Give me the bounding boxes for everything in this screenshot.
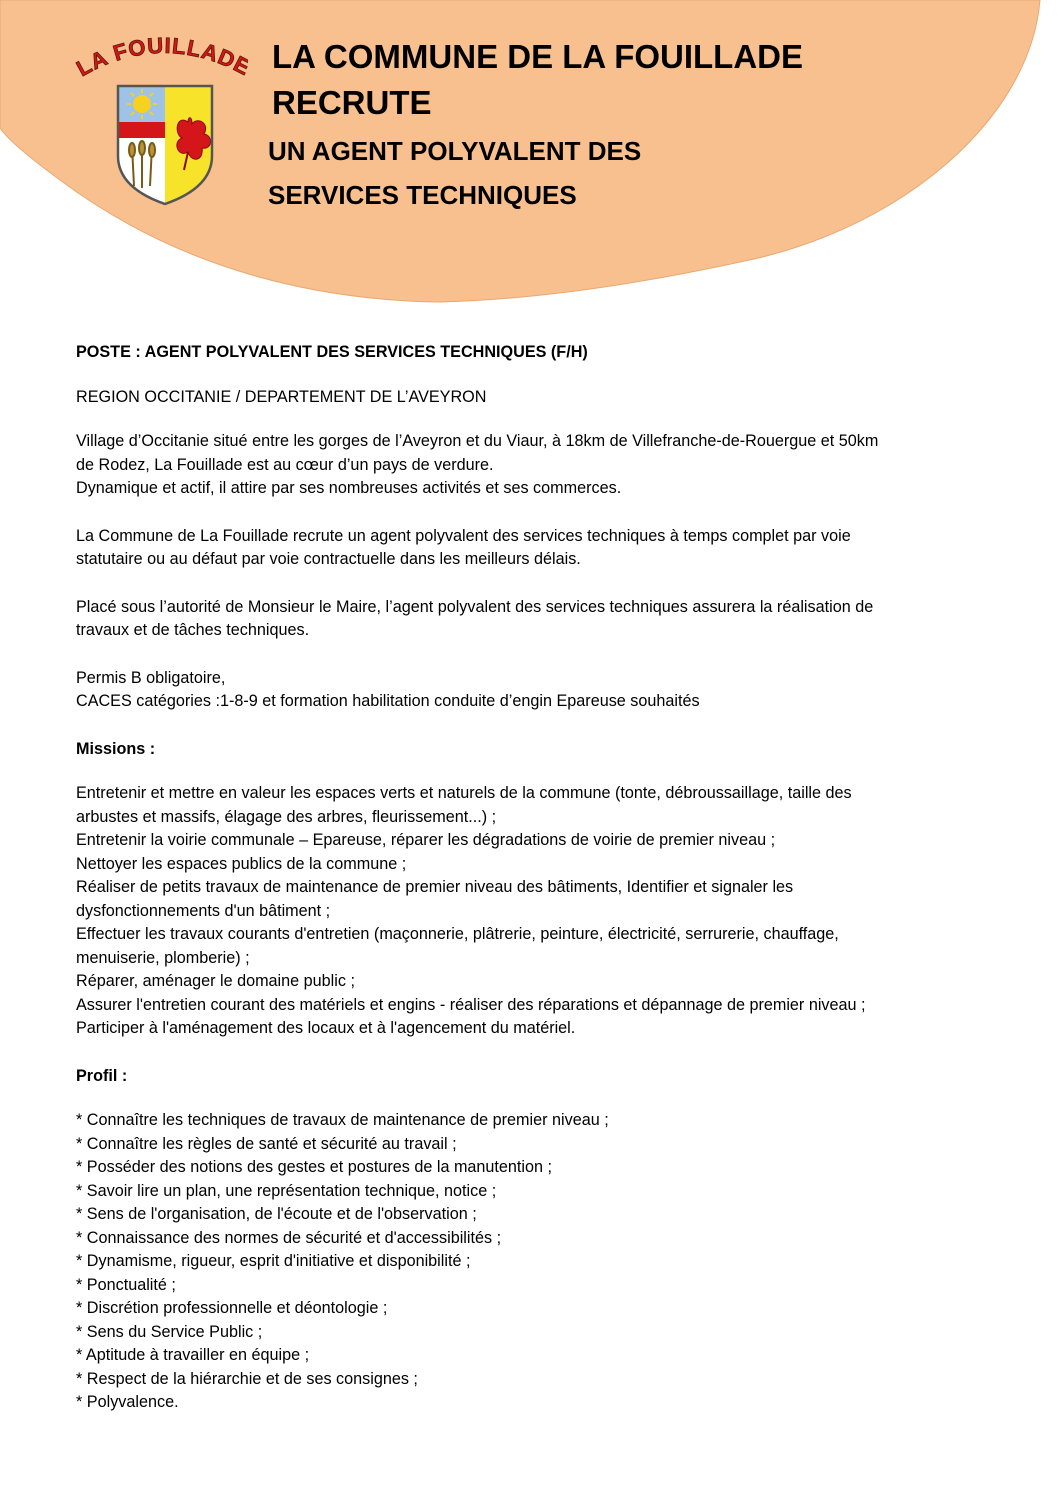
header-title-line-1: LA COMMUNE DE LA FOUILLADE [272,38,804,75]
header-subtitle-line-1: UN AGENT POLYVALENT DES [268,136,642,166]
poste-heading: POSTE : AGENT POLYVALENT DES SERVICES TECHNIQUES (F/H) [76,343,588,361]
paragraph-line: travaux et de tâches techniques. [76,621,310,639]
list-item: * Dynamisme, rigueur, esprit d'initiative et disponibilité ; [76,1252,471,1270]
list-item: * Sens du Service Public ; [76,1322,263,1341]
list-item: * Connaissance des normes de sécurité et d'accessibilités ; [76,1228,502,1247]
region-line: REGION OCCITANIE / DEPARTEMENT DE L’AVEYRON [76,387,487,406]
list-item: Effectuer les travaux courants d'entretien (maçonnerie, plâtrerie, peinture, électricité, serrurerie, chauffage, [76,925,839,943]
list-item: Nettoyer les espaces publics de la commune ; [76,854,407,873]
paragraph-line: Permis B obligatoire, [76,668,226,687]
paragraph-line: Placé sous l’autorité de Monsieur le Maire, l’agent polyvalent des services techniques assurera la réalisation de [76,597,874,616]
profil-heading: Profil : [76,1066,128,1085]
small-accent-mark [726,258,731,264]
list-item: Assurer l'entretien courant des matériels et engins - réaliser des réparations et dépannage de premier niveau ; [76,995,866,1014]
license-paragraph [76,667,976,714]
list-item: * Posséder des notions des gestes et postures de la manutention ; [76,1158,553,1176]
list-item: * Connaître les techniques de travaux de maintenance de premier niveau ; [76,1111,609,1129]
missions-heading: Missions : [76,739,156,758]
job-offer-body [76,341,976,1415]
coat-of-arms-icon [118,86,212,204]
list-item: Participer à l'aménagement des locaux et à l'agencement du matériel. [76,1019,576,1037]
list-item: * Savoir lire un plan, une représentation technique, notice ; [76,1181,497,1200]
list-item: Réparer, aménager le domaine public ; [76,972,355,990]
list-item: * Aptitude à travailler en équipe ; [76,1346,310,1364]
intro-paragraph [76,430,976,501]
paragraph-line: Dynamique et actif, il attire par ses nombreuses activités et ses commerces. [76,479,622,497]
paragraph-line: La Commune de La Fouillade recrute un agent polyvalent des services techniques à temps complet par voie [76,526,851,545]
commune-logo [72,36,248,206]
paragraph-line: CACES catégories :1-8-9 et formation habilitation conduite d’engin Epareuse souhaités [76,692,700,710]
list-item: * Connaître les règles de santé et sécurité au travail ; [76,1134,457,1153]
list-item: Entretenir et mettre en valeur les espaces verts et naturels de la commune (tonte, débroussaillage, taille des [76,784,852,802]
list-item: dysfonctionnements d'un bâtiment ; [76,901,331,920]
list-item: Réaliser de petits travaux de maintenance de premier niveau des bâtiments, Identifier et signaler les [76,878,794,896]
header-subtitle-line-2: SERVICES TECHNIQUES [268,180,577,210]
list-item: arbustes et massifs, élagage des arbres, fleurissement...) ; [76,807,497,826]
logo-text: LA FOUILLAD [72,36,240,82]
paragraph-line: Village d’Occitanie situé entre les gorges de l’Aveyron et du Viaur, à 18km de Villefranche-de-Rouergue et 50km [76,432,879,450]
header-title-line-2: RECRUTE [272,84,432,121]
list-item: Entretenir la voirie communale – Epareuse, réparer les dégradations de voirie de premier niveau ; [76,831,776,849]
list-item: * Ponctualité ; [76,1275,176,1294]
paragraph-line: statutaire ou au défaut par voie contractuelle dans les meilleurs délais. [76,550,581,568]
missions-list [76,782,976,1041]
list-item: menuiserie, plomberie) ; [76,948,250,967]
authority-paragraph [76,596,976,643]
list-item: * Respect de la hiérarchie et de ses consignes ; [76,1369,418,1388]
paragraph-line: de Rodez, La Fouillade est au cœur d’un pays de verdure. [76,455,494,474]
list-item: * Sens de l'organisation, de l'écoute et de l'observation ; [76,1205,477,1223]
recruitment-paragraph [76,525,976,572]
list-item: * Discrétion professionnelle et déontologie ; [76,1299,388,1317]
list-item: * Polyvalence. [76,1393,179,1411]
profil-list [76,1109,976,1415]
